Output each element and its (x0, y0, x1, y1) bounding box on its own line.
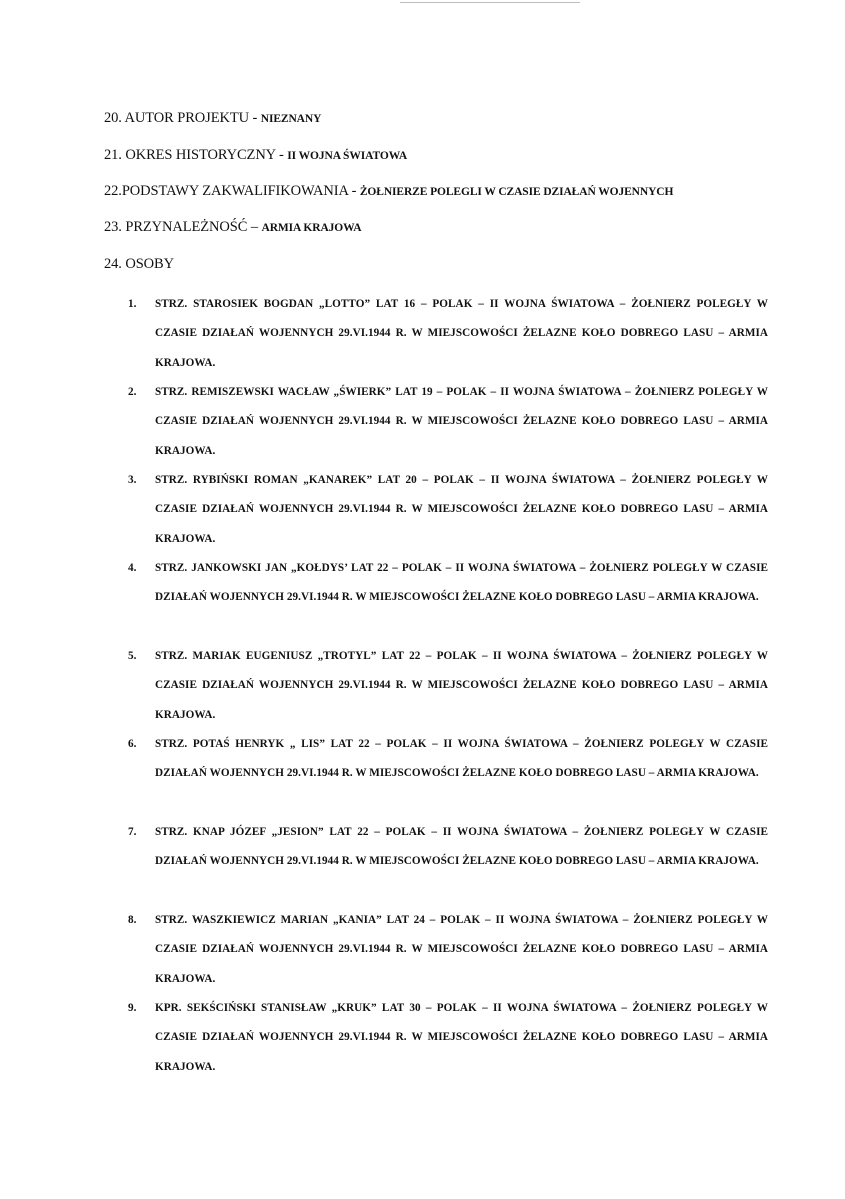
entry-number: 1. (128, 298, 137, 310)
field-label: 20. AUTOR PROJEKTU - (104, 110, 261, 126)
field-value: II WOJNA ŚWIATOWA (287, 150, 408, 162)
entry-text: STRZ. WASZKIEWICZ MARIAN „KANIA” LAT 24 – POLAK – II WOJNA ŚWIATOWA – ŻOŁNIERZ POLEGŁY W CZASIE DZIAŁAŃ WOJENNYCH 29.VI.1944 R. W MIEJSCOWOŚCI ŻELAZNE KOŁO DOBREGO LASU – ARMIA KRAJOWA. (155, 914, 768, 985)
entry-number: 4. (128, 562, 137, 574)
field-label: 23. PRZYNALEŻNOŚĆ – (104, 219, 262, 235)
person-entry (128, 642, 768, 730)
entry-number: 3. (128, 474, 137, 486)
entry-number: 7. (128, 826, 137, 838)
scan-edge-line (400, 2, 580, 3)
entry-text: STRZ. POTAŚ HENRYK „ LIS” LAT 22 – POLAK – II WOJNA ŚWIATOWA – ŻOŁNIERZ POLEGŁY W CZASIE DZIAŁAŃ WOJENNYCH 29.VI.1944 R. W MIEJSCOWOŚCI ŻELAZNE KOŁO DOBREGO LASU – ARMIA KRAJOWA. (155, 738, 768, 780)
person-entry (128, 730, 768, 818)
entry-number: 9. (128, 1002, 137, 1014)
persons-list (128, 290, 768, 1082)
field-value: ARMIA KRAJOWA (261, 222, 362, 234)
field-label: 24. OSOBY (104, 256, 174, 272)
person-entry (128, 994, 768, 1082)
field-label: 22.PODSTAWY ZAKWALIFIKOWANIA - (104, 183, 360, 199)
entry-number: 8. (128, 914, 137, 926)
entry-number: 2. (128, 386, 137, 398)
person-entry (128, 378, 768, 466)
field-autor-projektu (104, 110, 321, 127)
field-label: 21. OKRES HISTORYCZNY - (104, 147, 288, 163)
field-osoby (104, 256, 174, 273)
entry-text: STRZ. REMISZEWSKI WACŁAW „ŚWIERK” LAT 19 – POLAK – II WOJNA ŚWIATOWA – ŻOŁNIERZ POLEGŁY W CZASIE DZIAŁAŃ WOJENNYCH 29.VI.1944 R. W MIEJSCOWOŚCI ŻELAZNE KOŁO DOBREGO LASU – ARMIA KRAJOWA. (155, 386, 768, 457)
entry-number: 5. (128, 650, 137, 662)
person-entry (128, 906, 768, 994)
entry-number: 6. (128, 738, 137, 750)
field-value: NIEZNANY (260, 113, 322, 125)
person-entry (128, 290, 768, 378)
field-okres-historyczny (104, 147, 407, 164)
field-value: ŻOŁNIERZE POLEGLI W CZASIE DZIAŁAŃ WOJENNYCH (359, 186, 674, 198)
entry-text: KPR. SEKŚCIŃSKI STANISŁAW „KRUK” LAT 30 – POLAK – II WOJNA ŚWIATOWA – ŻOŁNIERZ POLEGŁY W CZASIE DZIAŁAŃ WOJENNYCH 29.VI.1944 R. W MIEJSCOWOŚCI ŻELAZNE KOŁO DOBREGO LASU – ARMIA KRAJOWA. (155, 1002, 768, 1073)
entry-text: STRZ. MARIAK EUGENIUSZ „TROTYL” LAT 22 – POLAK – II WOJNA ŚWIATOWA – ŻOŁNIERZ POLEGŁY W CZASIE DZIAŁAŃ WOJENNYCH 29.VI.1944 R. W MIEJSCOWOŚCI ŻELAZNE KOŁO DOBREGO LASU – ARMIA KRAJOWA. (155, 650, 768, 721)
entry-text: STRZ. STAROSIEK BOGDAN „LOTTO” LAT 16 – POLAK – II WOJNA ŚWIATOWA – ŻOŁNIERZ POLEGŁY W CZASIE DZIAŁAŃ WOJENNYCH 29.VI.1944 R. W MIEJSCOWOŚCI ŻELAZNE KOŁO DOBREGO LASU – ARMIA KRAJOWA. (155, 298, 768, 369)
person-entry (128, 466, 768, 554)
person-entry (128, 554, 768, 642)
entry-text: STRZ. KNAP JÓZEF „JESION” LAT 22 – POLAK – II WOJNA ŚWIATOWA – ŻOŁNIERZ POLEGŁY W CZASIE DZIAŁAŃ WOJENNYCH 29.VI.1944 R. W MIEJSCOWOŚCI ŻELAZNE KOŁO DOBREGO LASU – ARMIA KRAJOWA. (155, 826, 768, 868)
person-entry (128, 818, 768, 906)
entry-text: STRZ. JANKOWSKI JAN „KOŁDYS’ LAT 22 – POLAK – II WOJNA ŚWIATOWA – ŻOŁNIERZ POLEGŁY W CZASIE DZIAŁAŃ WOJENNYCH 29.VI.1944 R. W MIEJSCOWOŚCI ŻELAZNE KOŁO DOBREGO LASU – ARMIA KRAJOWA. (155, 562, 768, 604)
entry-text: STRZ. RYBIŃSKI ROMAN „KANAREK” LAT 20 – POLAK – II WOJNA ŚWIATOWA – ŻOŁNIERZ POLEGŁY W CZASIE DZIAŁAŃ WOJENNYCH 29.VI.1944 R. W MIEJSCOWOŚCI ŻELAZNE KOŁO DOBREGO LASU – ARMIA KRAJOWA. (155, 474, 768, 545)
field-podstawy-zakwalifikowania (104, 183, 673, 200)
field-przynaleznosc (104, 219, 361, 236)
